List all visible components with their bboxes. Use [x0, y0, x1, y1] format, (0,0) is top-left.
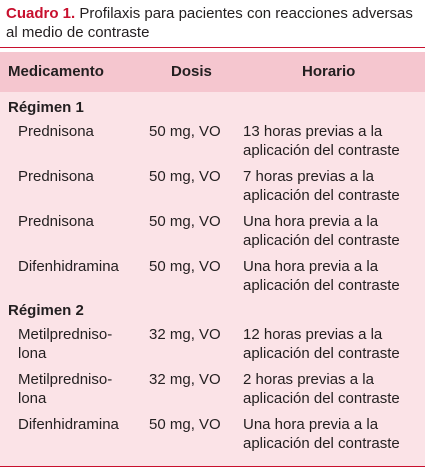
- table-header: [0, 52, 425, 92]
- horario-line: 2 horas previas a la: [243, 371, 374, 388]
- group-title-2: Régimen 2: [8, 302, 84, 319]
- cell-horario: [243, 212, 400, 250]
- cell-medicamento: Metilpredniso-: [18, 371, 113, 388]
- header-horario: Horario: [302, 63, 356, 80]
- cell-dosis: 32 mg, VO: [149, 326, 221, 343]
- horario-line: aplicación del contraste: [243, 232, 400, 249]
- prophylaxis-table: [0, 52, 425, 467]
- caption-title-line2: al medio de contraste: [6, 24, 150, 41]
- top-rule: [0, 47, 425, 48]
- table-row: [18, 122, 94, 141]
- cell-dosis: 50 mg, VO: [149, 258, 221, 275]
- cell-dosis: 50 mg, VO: [149, 213, 221, 230]
- horario-line: Una hora previa a la: [243, 213, 379, 230]
- horario-line: aplicación del contraste: [243, 277, 400, 294]
- horario-line: aplicación del contraste: [243, 345, 400, 362]
- horario-line: Una hora previa a la: [243, 416, 379, 433]
- cell-horario: [243, 257, 400, 295]
- cell-horario: [243, 167, 400, 205]
- cell-medicamento: Difenhidramina: [18, 416, 119, 433]
- caption-title-line1: Profilaxis para pacientes con reacciones adversas: [79, 5, 413, 22]
- horario-line: aplicación del contraste: [243, 142, 400, 159]
- horario-line: aplicación del contraste: [243, 390, 400, 407]
- cell-medicamento: Difenhidramina: [18, 258, 119, 275]
- horario-line: Una hora previa a la: [243, 258, 379, 275]
- cell-dosis: 50 mg, VO: [149, 123, 221, 140]
- cell-dosis: 32 mg, VO: [149, 371, 221, 388]
- table-caption: [6, 4, 420, 42]
- cell-medicamento: Metilpredniso-: [18, 326, 113, 343]
- cell-medicamento: Prednisona: [18, 213, 94, 230]
- table-row: [18, 370, 112, 408]
- horario-line: aplicación del contraste: [243, 435, 400, 452]
- horario-line: 13 horas previas a la: [243, 123, 383, 140]
- table-row: [18, 415, 119, 434]
- cell-medicamento: Prednisona: [18, 123, 94, 140]
- table-row: [18, 325, 112, 363]
- cell-dosis: 50 mg, VO: [149, 416, 221, 433]
- caption-label: Cuadro 1.: [6, 5, 76, 22]
- cell-medicamento-cont: lona: [18, 345, 47, 362]
- cell-horario: [243, 325, 400, 363]
- table-row: [18, 167, 94, 186]
- header-medicamento: Medicamento: [8, 63, 104, 80]
- horario-line: 12 horas previas a la: [243, 326, 383, 343]
- cell-horario: [243, 370, 400, 408]
- header-dosis: Dosis: [171, 63, 212, 80]
- cell-medicamento: Prednisona: [18, 168, 94, 185]
- group-title-1: Régimen 1: [8, 99, 84, 116]
- table-row: [18, 212, 94, 231]
- cell-horario: [243, 122, 400, 160]
- cell-dosis: 50 mg, VO: [149, 168, 221, 185]
- table-row: [18, 257, 119, 276]
- cell-horario: [243, 415, 400, 453]
- cell-medicamento-cont: lona: [18, 390, 47, 407]
- horario-line: 7 horas previas a la: [243, 168, 374, 185]
- horario-line: aplicación del contraste: [243, 187, 400, 204]
